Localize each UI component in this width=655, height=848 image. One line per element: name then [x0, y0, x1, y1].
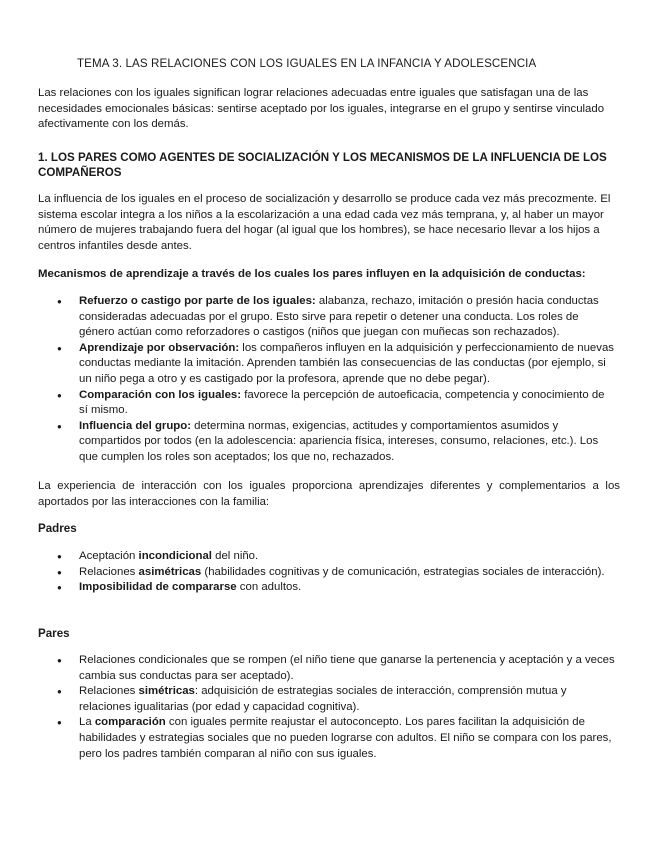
list-item-bold: simétricas: [138, 685, 195, 698]
list-item-text: Relaciones: [79, 685, 139, 698]
list-item-text: Aceptación: [79, 550, 139, 562]
list-item-bold: Refuerzo o castigo por parte de los iguales:: [79, 295, 316, 307]
list-item-text: favorece la percepción de autoeficacia, competencia y conocimiento de sí mismo.: [79, 388, 605, 417]
list-item-text: con adultos.: [236, 581, 302, 594]
list-item: [55, 294, 615, 341]
list-item-bold: Influencia del grupo:: [79, 419, 192, 432]
list-item-text: : adquisición de estrategias sociales de interacción, comprensión mutua y relaciones igualitarias (por edad y capacidad cognitiva).: [79, 685, 567, 713]
list-item-bold: asimétricas: [138, 565, 202, 578]
list-item: [55, 715, 615, 762]
intro-paragraph: Las relaciones con los iguales significan lograr relaciones adecuadas entre iguales que satisfagan una de las necesidades emocionales básicas: sentirse aceptado por los iguales, integrarse en el grupo y sentirse vinculado afectivamente con los demás.: [38, 87, 605, 131]
list-item-text: determina normas, exigencias, actitudes y comportamientos asumidos y compartidos por todos (en la adolescencia: apariencia física, intereses, consumo, relaciones, etc.). Los que cumplen los roles son aceptados; los que no, rechazados.: [79, 419, 599, 463]
list-item-text: del niño.: [211, 550, 259, 562]
padres-label: Padres: [38, 522, 77, 535]
list-item: [55, 388, 615, 419]
list-item-text: La: [79, 716, 95, 729]
list-item: [55, 419, 615, 466]
pares-list: [55, 653, 615, 762]
list-item-bold: Aprendizaje por observación:: [79, 341, 240, 354]
mechanisms-list: [55, 294, 615, 466]
list-item-text: alabanza, rechazo, imitación o presión hacia conductas consideradas adecuadas por el grupo. Esto sirve para repetir o detener una conducta. Los roles de género actúan como reforzadores o castigos (niños que juegan con muñecas son rechazados).: [79, 295, 599, 339]
pares-label: Pares: [38, 627, 70, 640]
list-item-bold: incondicional: [138, 550, 212, 562]
list-item: [55, 653, 615, 684]
experience-paragraph: La experiencia de interacción con los iguales proporciona aprendizajes diferentes y complementarios a los aportados por las interacciones con la familia:: [38, 480, 620, 508]
list-item-text: Relaciones: [79, 565, 139, 578]
list-item-text: con iguales permite reajustar el autoconcepto. Los pares facilitan la adquisición de habilidades y estrategias sociales que no pueden lograrse con adultos. El niño se compara con los pares, pero los padres también comparan al niño con sus iguales.: [79, 716, 612, 760]
list-item-text: (habilidades cognitivas y de comunicación, estrategias sociales de interacción).: [201, 565, 605, 578]
list-item-text: los compañeros influyen en la adquisición y perfeccionamiento de nuevas conductas mediante la imitación. Aprenden también las consecuencias de las conductas (por ejemplo, si un niño pega a otro y es castigado por la profesora, aprende que no debe pegar).: [79, 341, 614, 385]
list-item-bold: Comparación con los iguales:: [79, 388, 242, 401]
mechanisms-heading: Mecanismos de aprendizaje a través de los cuales los pares influyen en la adquisición de conductas:: [38, 268, 586, 280]
padres-list: [55, 549, 615, 596]
list-item: [55, 341, 615, 388]
list-item: [55, 684, 615, 715]
page-title: TEMA 3. LAS RELACIONES CON LOS IGUALES EN LA INFANCIA Y ADOLESCENCIA: [77, 57, 537, 70]
list-item-bold: comparación: [94, 716, 166, 729]
section-1-heading: 1. LOS PARES COMO AGENTES DE SOCIALIZACIÓN Y LOS MECANISMOS DE LA INFLUENCIA DE LOS COMPAÑEROS: [38, 151, 607, 180]
list-item-text: Relaciones condicionales que se rompen (el niño tiene que ganarse la pertenencia y aceptación y a veces cambia sus conductas para ser aceptado).: [79, 654, 615, 682]
section-1-paragraph: La influencia de los iguales en el proceso de socialización y desarrollo se produce cada vez más precozmente. El sistema escolar integra a los niños a la escolarización a una edad cada vez más temprana, y, al haber un mayor número de mujeres trabajando fuera del hogar (al igual que los hombres), se hace necesario llevar a los hijos a centros infantiles desde antes.: [38, 193, 611, 252]
list-item: [55, 565, 615, 581]
list-item: [55, 580, 615, 596]
list-item-bold: Imposibilidad de compararse: [79, 581, 237, 594]
list-item: [55, 549, 615, 565]
